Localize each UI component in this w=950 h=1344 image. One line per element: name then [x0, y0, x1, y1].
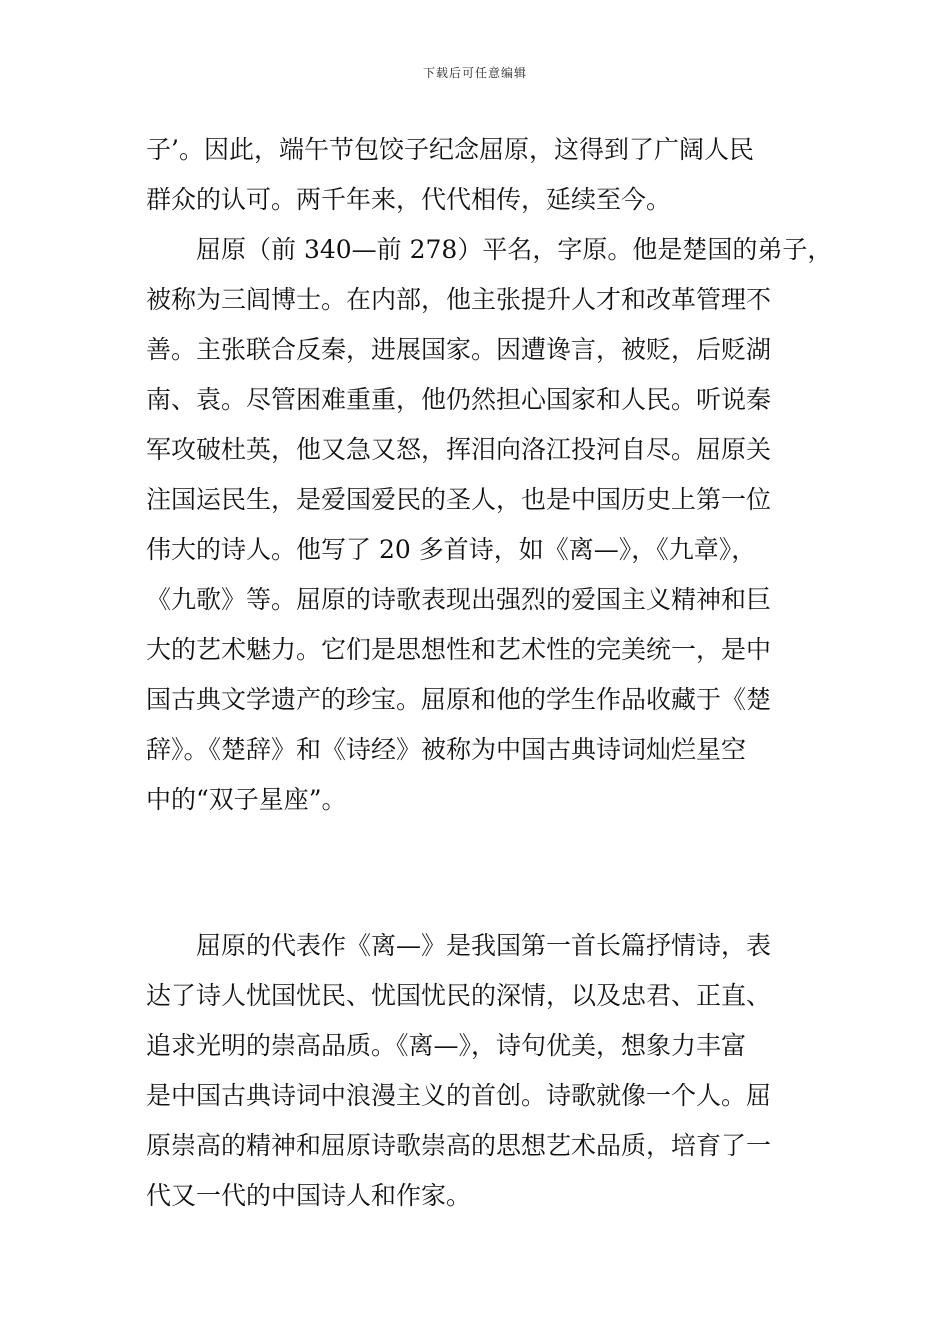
text-line: 屈原（前 340—前 278）平名，字原。他是楚国的弟子， — [146, 235, 833, 264]
text-line: 善。主张联合反秦，进展国家。因遭谗言，被贬，后贬湖 — [146, 335, 772, 364]
text-line: 辞》。《楚辞》和《诗经》被称为中国古典诗词灿烂星空 — [146, 735, 747, 764]
text-line: 屈原的代表作《离—》是我国第一首长篇抒情诗，表 — [146, 931, 772, 960]
text-line: 大的艺术魅力。它们是思想性和艺术性的完美统一，是中 — [146, 635, 772, 664]
text-line: 追求光明的崇高品质。《离—》，诗句优美，想象力丰富 — [146, 1031, 747, 1060]
text-line: 注国运民生，是爱国爱民的圣人，也是中国历史上第一位 — [146, 485, 772, 514]
text-line: 伟大的诗人。他写了 20 多首诗，如《离—》，《九章》， — [146, 535, 757, 564]
page-header: 下载后可任意编辑 — [422, 66, 527, 80]
text-line: 达了诗人忧国忧民、忧国忧民的深情，以及忠君、正直、 — [146, 981, 772, 1010]
text-line: 被称为三闾博士。在内部，他主张提升人才和改革管理不 — [146, 285, 772, 314]
text-line: 国古典文学遗产的珍宝。屈原和他的学生作品收藏于《楚 — [146, 685, 772, 714]
text-line: 原崇高的精神和屈原诗歌崇高的思想艺术品质，培育了一 — [146, 1131, 772, 1160]
text-line: 代又一代的中国诗人和作家。 — [146, 1181, 472, 1210]
text-line: 子’。因此，端午节包饺子纪念屈原，这得到了广阔人民 — [146, 135, 754, 164]
text-line: 军攻破杜英，他又急又怒，挥泪向洛江投河自尽。屈原关 — [146, 435, 772, 464]
text-line: 群众的认可。两千年来，代代相传，延续至今。 — [146, 185, 672, 214]
text-line: 南、袁。尽管困难重重，他仍然担心国家和人民。听说秦 — [146, 385, 772, 414]
text-line: 是中国古典诗词中浪漫主义的首创。诗歌就像一个人。屈 — [146, 1081, 772, 1110]
text-line: 《九歌》等。屈原的诗歌表现出强烈的爱国主义精神和巨 — [146, 585, 772, 614]
text-line: 中的“双子星座”。 — [146, 785, 347, 814]
